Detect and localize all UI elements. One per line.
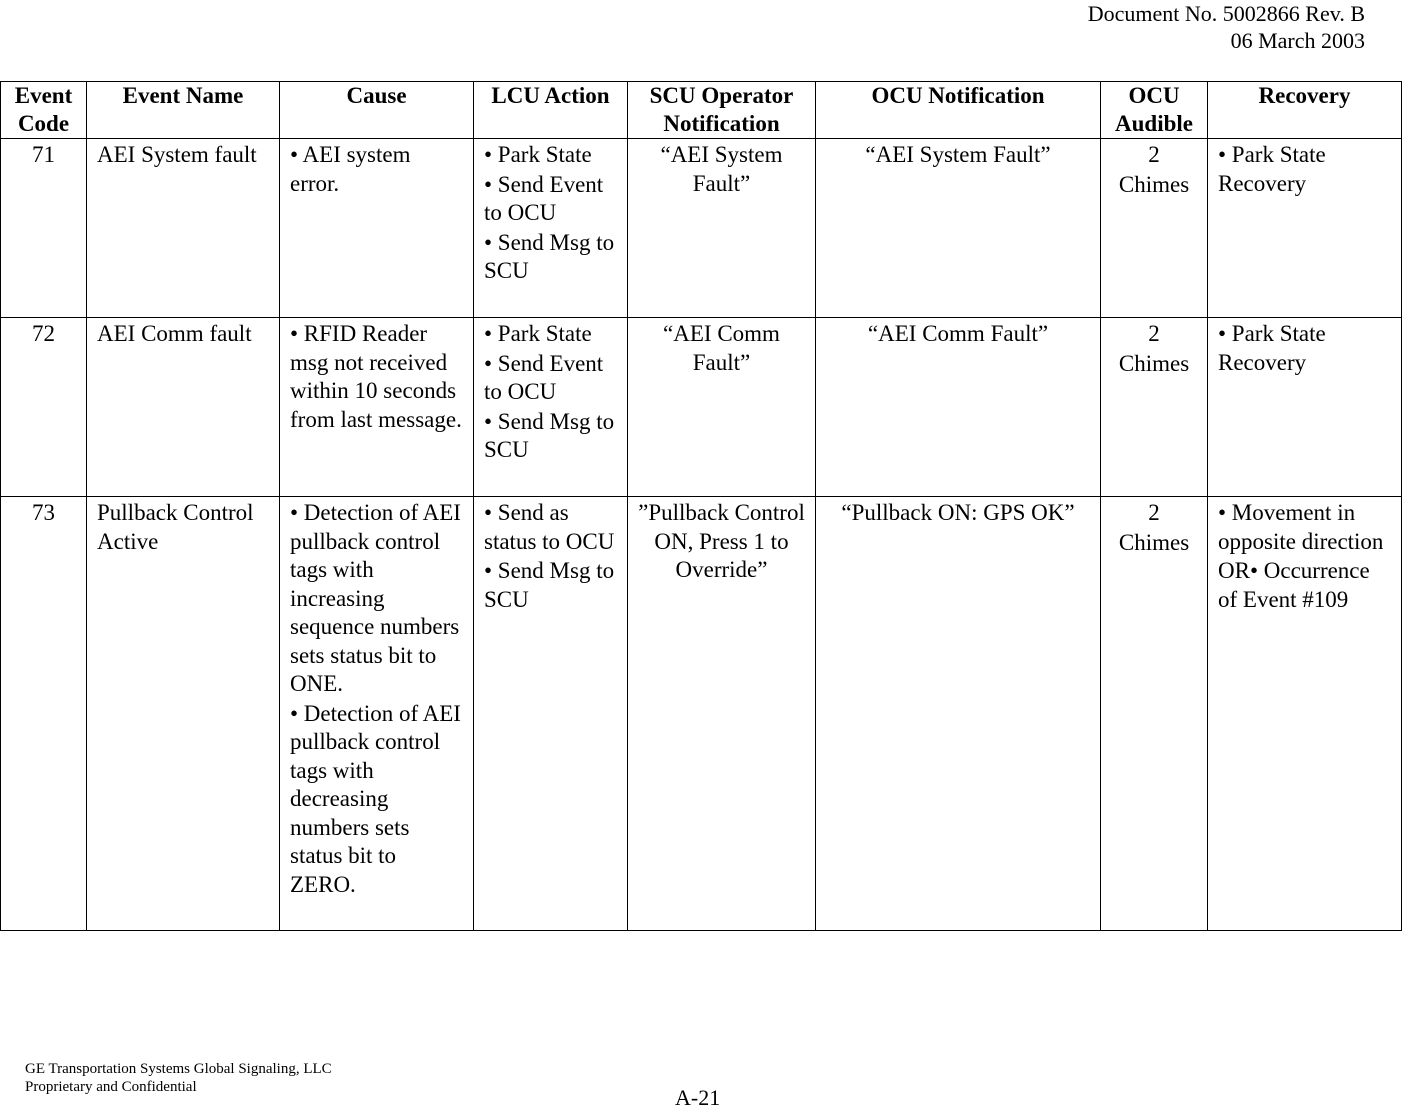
ocu-audible: 2 Chimes [1101,139,1208,318]
event-code: 71 [1,139,87,318]
scu-notification: ”Pullback Control ON, Press 1 to Override” [628,497,816,931]
event-code: 72 [1,318,87,497]
lcu-action: • Park State • Send Event to OCU • Send Msg to SCU [474,318,628,497]
table-row [1,318,1402,497]
table-header-row [1,82,1402,139]
col-header-scu-operator-notification: SCU Operator Notification [628,82,816,139]
col-header-ocu-audible: OCU Audible [1101,82,1208,139]
recovery: • Park State Recovery [1208,318,1402,497]
col-header-cause: Cause [280,82,474,139]
footer-company [25,1060,332,1096]
confidential-note: Proprietary and Confidential [25,1079,197,1095]
ocu-notification: “AEI System Fault” [816,139,1101,318]
event-name: AEI Comm fault [87,318,280,497]
col-header-ocu-notification: OCU Notification [816,82,1101,139]
lcu-action: • Park State • Send Event to OCU • Send Msg to SCU [474,139,628,318]
ocu-audible: 2 Chimes [1101,497,1208,931]
ocu-notification: “AEI Comm Fault” [816,318,1101,497]
event-cause: • Detection of AEI pullback control tags with increasing sequence numbers sets status bit to ONE. • Detection of AEI pullback control tags with decreasing numbers sets status bit to ZERO. [280,497,474,931]
document-number: Document No. 5002866 Rev. B [1087,1,1365,26]
table-row [1,497,1402,931]
recovery: • Movement in opposite direction OR• Occurrence of Event #109 [1208,497,1402,931]
document-date: 06 March 2003 [1230,28,1365,53]
page-number: A-21 [675,1085,721,1110]
scu-notification: “AEI System Fault” [628,139,816,318]
event-name: AEI System fault [87,139,280,318]
recovery: • Park State Recovery [1208,139,1402,318]
col-header-recovery: Recovery [1208,82,1402,139]
scu-notification: “AEI Comm Fault” [628,318,816,497]
table-row [1,139,1402,318]
document-header [1088,0,1365,54]
ocu-audible: 2 Chimes [1101,318,1208,497]
col-header-lcu-action: LCU Action [474,82,628,139]
event-name: Pullback Control Active [87,497,280,931]
event-code: 73 [1,497,87,931]
lcu-action: • Send as status to OCU • Send Msg to SCU [474,497,628,931]
ocu-notification: “Pullback ON: GPS OK” [816,497,1101,931]
company-name: GE Transportation Systems Global Signaling, LLC [25,1061,332,1077]
col-header-event-name: Event Name [87,82,280,139]
event-table [0,81,1402,931]
event-cause: • RFID Reader msg not received within 10 seconds from last message. [280,318,474,497]
event-cause: • AEI system error. [280,139,474,318]
col-header-event-code: Event Code [1,82,87,139]
